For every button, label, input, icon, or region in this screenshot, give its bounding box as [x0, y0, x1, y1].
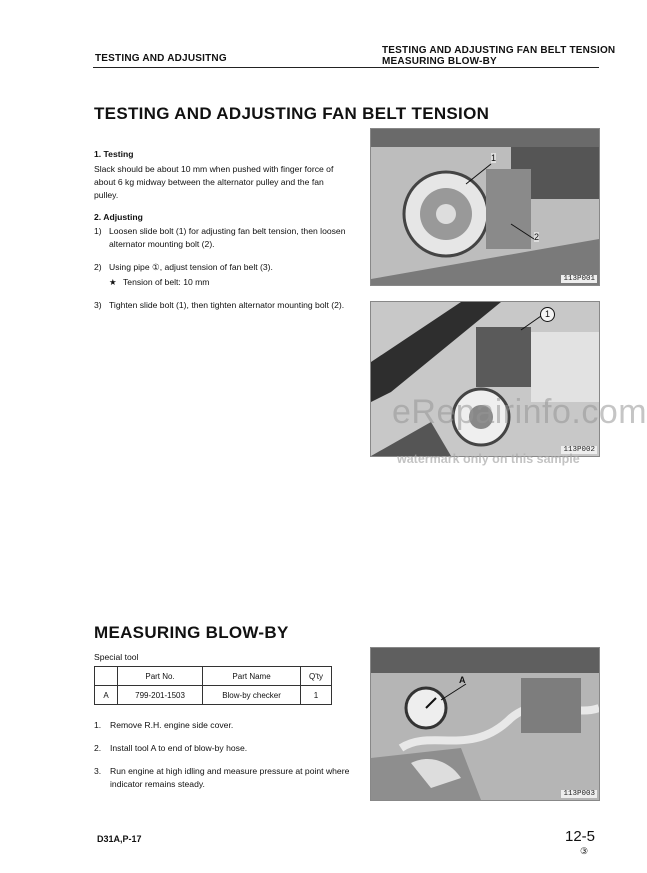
star-icon: ★: [109, 277, 117, 287]
blowby-step-3-text: Run engine at high idling and measure pressure at point where indicator remains steady.: [110, 766, 350, 789]
adjust-step-3-num: 3): [94, 300, 102, 310]
section1-text-column: [94, 148, 350, 312]
adjust-step-1-text: Loosen slide bolt (1) for adjusting fan belt tension, then loosen alternator mounting bolt (2).: [109, 226, 346, 249]
photo3-callout-A: A: [459, 675, 466, 685]
revision-mark: ③: [580, 846, 589, 856]
section2-steps: [94, 719, 356, 791]
photo1-callout-1: 1: [491, 153, 497, 163]
header-right-line1: TESTING AND ADJUSTING FAN BELT TENSION: [382, 45, 616, 56]
table-cell: 1: [301, 686, 332, 705]
blowby-step-2-num: 2.: [94, 743, 102, 753]
photo-fan-belt-pipe: [370, 301, 600, 457]
special-tool-label: Special tool: [94, 652, 139, 662]
adjust-step-2-text: Using pipe ①, adjust tension of fan belt (3).: [109, 262, 273, 272]
footer-model: D31A,P-17: [97, 834, 142, 844]
photo1-callout-2: 2: [534, 232, 540, 242]
table-row: [95, 686, 332, 705]
header-right-titles: [382, 45, 615, 67]
section2-title: MEASURING BLOW-BY: [94, 623, 289, 642]
table-header-cell: Part Name: [203, 667, 301, 686]
header-right-line2: MEASURING BLOW-BY: [382, 56, 497, 67]
photo3-code: 113P003: [563, 790, 595, 798]
adjust-step-3: [94, 299, 350, 312]
table-header-cell: [95, 667, 118, 686]
photo-blowby-checker: [370, 647, 600, 801]
table-cell: A: [95, 686, 118, 705]
adjust-step-3-text: Tighten slide bolt (1), then tighten alternator mounting bolt (2).: [109, 300, 345, 310]
photo2-callout-1: 1: [540, 307, 555, 322]
adjusting-heading: 2. Adjusting: [94, 212, 143, 222]
blowby-step-2-text: Install tool A to end of blow-by hose.: [110, 743, 248, 753]
blowby-step-1: [94, 719, 356, 732]
table-cell: Blow-by checker: [203, 686, 301, 705]
photo1-code: 113P001: [563, 275, 595, 283]
table-header-row: [95, 667, 332, 686]
testing-text: Slack should be about 10 mm when pushed with finger force of about 6 kg midway between the alternator pulley and the fan pulley.: [94, 164, 334, 200]
special-tool-table: [94, 666, 332, 705]
photo3-image: [371, 648, 599, 800]
tension-note: [94, 276, 350, 289]
blowby-step-3-num: 3.: [94, 766, 102, 776]
blowby-step-3: [94, 765, 356, 791]
blowby-step-1-num: 1.: [94, 720, 102, 730]
table-header-cell: Q'ty: [301, 667, 332, 686]
photo2-code: 113P002: [563, 446, 595, 454]
blowby-step-2: [94, 742, 356, 755]
photo2-image: [371, 302, 599, 456]
page-number: 12-5: [565, 828, 596, 845]
adjust-step-1: [94, 225, 350, 251]
adjust-step-1-num: 1): [94, 226, 102, 236]
watermark-sample-note: watermark only on this sample: [397, 452, 580, 466]
table-cell: 799-201-1503: [118, 686, 203, 705]
testing-heading: 1. Testing: [94, 149, 134, 159]
section1-title: TESTING AND ADJUSTING FAN BELT TENSION: [94, 104, 490, 123]
header-left-title: TESTING AND ADJUSITNG: [95, 53, 227, 64]
header-rule: [93, 67, 599, 68]
adjust-step-2: [94, 261, 350, 274]
photo-alternator-slide-bolt: [370, 128, 600, 286]
tension-note-text: Tension of belt: 10 mm: [123, 277, 210, 287]
adjust-step-2-num: 2): [94, 262, 102, 272]
table-header-cell: Part No.: [118, 667, 203, 686]
watermark-site: eRepairinfo.com: [392, 393, 647, 431]
blowby-step-1-text: Remove R.H. engine side cover.: [110, 720, 234, 730]
photo1-image: [371, 129, 599, 285]
